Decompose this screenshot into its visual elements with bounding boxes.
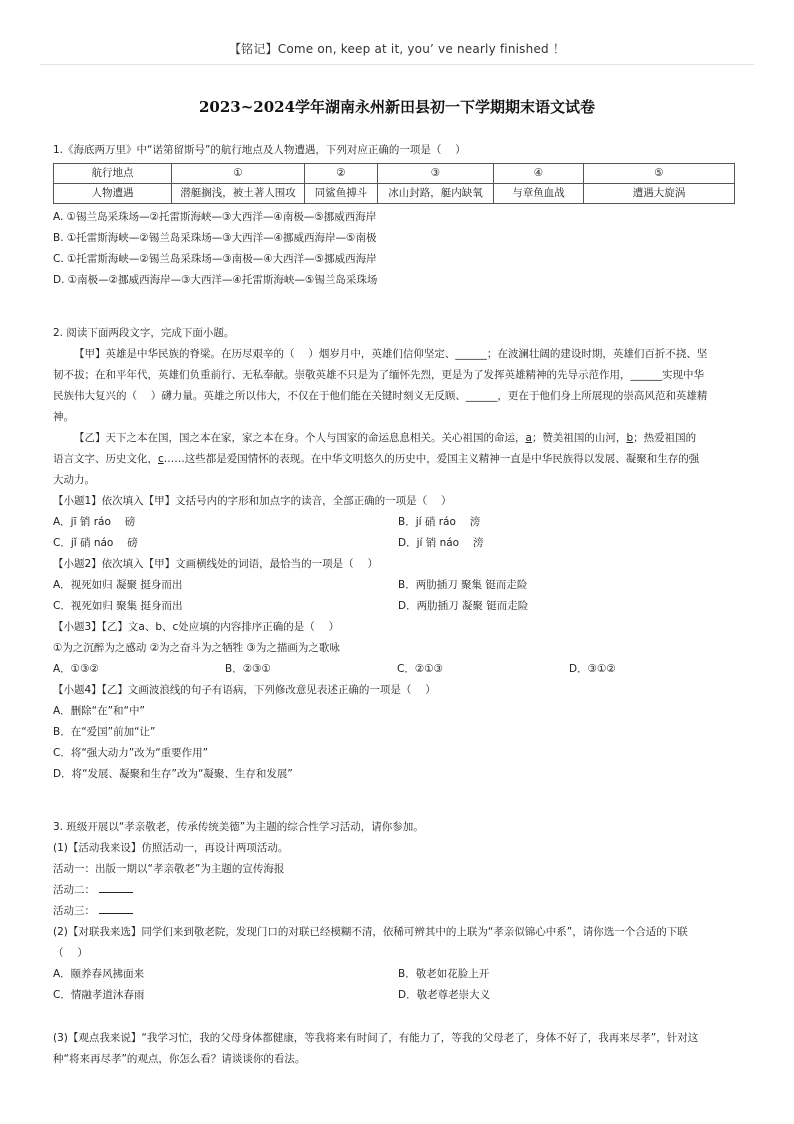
part-2-stem: (2)【对联我来选】同学们来到敬老院，发现门口的对联已经模糊不清，依稀可辨其中的上联为“孝亲似锦心中系”，请你选一个合适的下联 (53, 926, 688, 938)
option-a: A．颐养春风拂面来 (53, 968, 145, 980)
spacer (53, 785, 743, 807)
passage-jia-line: 韧不拔；在和平年代，英雄们负重前行、无私奉献。崇敬英雄不只是为了缅怀先烈，更是为了发挥英雄精神的先导示范作用，______实现中华 (53, 369, 704, 381)
option-d: D．③①② (569, 663, 616, 675)
table-cell: 潜艇搁浅，被土著人围攻 (172, 184, 305, 204)
subquestion-3-options (53, 659, 743, 680)
table-cell: 同鲨鱼搏斗 (305, 184, 378, 204)
table-cell: ④ (494, 164, 584, 184)
table-cell: 人物遭遇 (54, 184, 172, 204)
question-3 (53, 817, 743, 1070)
passage-yi-text: 【乙】天下之本在国，国之本在家，家之本在身。个人与国家的命运息息相关。关心祖国的命运， (74, 432, 526, 444)
subquestion-4-stem: 【小题4】【乙】文画波浪线的句子有语病，下列修改意见表述正确的一项是（ ） (53, 684, 436, 696)
answer-blank[interactable] (99, 901, 133, 914)
passage-yi-line (53, 428, 743, 449)
activity-3 (53, 901, 743, 922)
part-1-intro: (1)【活动我来设】仿照活动一，再设计两项活动。 (53, 842, 289, 854)
table-row (54, 164, 735, 184)
part-3-stem: (3)【观点我来说】“我学习忙，我的父母身体都健康，等我将来有时间了，有能力了，等我的父母老了，身体不好了，我再来尽孝”，针对这 (53, 1032, 699, 1044)
spacer (53, 807, 743, 817)
question-2-stem: 2. 阅读下面两段文字，完成下面小题。 (53, 327, 235, 339)
subquestion-3-materials: ①为之沉醉为之感动 ②为之奋斗为之牺牲 ③为之描画为之歌咏 (53, 642, 340, 654)
table-cell: 与章鱼血战 (494, 184, 584, 204)
table-cell: ⑤ (584, 164, 735, 184)
option-d: D．敬老尊老崇大义 (398, 989, 491, 1001)
activity-2 (53, 880, 743, 901)
question-1-stem: 1.《海底两万里》中“诺第留斯号”的航行地点及人物遭遇，下列对应正确的一项是（ ） (53, 144, 466, 156)
table-cell: ③ (378, 164, 494, 184)
activity-3-label: 活动三： (53, 905, 95, 917)
option-a: A. ①锡兰岛采珠场—②托雷斯海峡—③大西洋—④南极—⑤挪威西海岸 (53, 211, 377, 223)
passage-yi-line (53, 449, 743, 470)
part-3-stem-cont: 种“将来再尽孝”的观点，你怎么看？请谈谈你的看法。 (53, 1053, 306, 1065)
subquestion-1-options (53, 512, 743, 533)
option-b: B．在“爱国”前加“让” (53, 726, 156, 738)
passage-jia-line: 【甲】英雄是中华民族的脊梁。在历尽艰辛的（ ）烟岁月中，英雄们信仰坚定、______；在波澜壮阔的建设时期，英雄们百折不挠、坚 (74, 348, 708, 360)
option-b: B．敬老如花脸上开 (398, 968, 490, 980)
table-cell: ① (172, 164, 305, 184)
activity-1: 活动一：出版一期以“孝亲敬老”为主题的宣传海报 (53, 863, 285, 875)
question-1 (53, 140, 743, 291)
table-cell: 冰山封路，艇内缺氧 (378, 184, 494, 204)
option-d: D. ①南极—②挪威西海岸—③大西洋—④托雷斯海峡—⑤锡兰岛采珠场 (53, 274, 378, 286)
passage-yi-text: ……这些都是爱国情怀的表现。在中华文明悠久的历史中，爱国主义精神一直是中华民族得以发展、凝聚和生存的强 (163, 453, 700, 465)
passage-yi-text: ；赞美祖国的山河， (531, 432, 627, 444)
subquestion-1-options (53, 533, 743, 554)
passage-jia-line: 民族伟大复兴的（ ）礴力量。英雄之所以伟大，不仅在于他们能在关键时刻义无反顾、______，更在于他们身上所展现的崇高风范和英雄精 (53, 390, 708, 402)
header-divider (40, 64, 754, 65)
table-cell: 遭遇大旋涡 (584, 184, 735, 204)
subquestion-2-stem: 【小题2】依次填入【甲】文画横线处的词语，最恰当的一项是（ ） (53, 558, 379, 570)
option-c: C．情融孝道沐春雨 (53, 989, 145, 1001)
paper-title: 2023~2024学年湖南永州新田县初一下学期期末语文试卷 (198, 98, 596, 116)
passage-jia-line: 神。 (53, 411, 74, 423)
option-c: C. ①托雷斯海峡—②锡兰岛采珠场—③南极—④大西洋—⑤挪威西海岸 (53, 253, 377, 265)
option-c: C．②①③ (397, 663, 444, 675)
spacer (53, 313, 743, 323)
option-d: D．将“发展、凝聚和生存”改为“凝聚、生存和发展” (53, 768, 293, 780)
subquestion-3-stem: 【小题3】【乙】文a、b、c处应填的内容排序正确的是（ ） (53, 621, 340, 633)
motto-banner: 【铭记】Come on, keep at it, you’ ve nearly finished ！ (228, 42, 566, 56)
option-a: A．视死如归 凝聚 挺身而出 (53, 579, 183, 591)
voyage-table (53, 163, 735, 204)
option-a: A．①③② (53, 663, 99, 675)
question-3-stem: 3. 班级开展以“孝亲敬老，传承传统美德”为主题的综合性学习活动，请你参加。 (53, 821, 424, 833)
passage-yi-text: ；热爱祖国的 (633, 432, 697, 444)
passage-yi-text: 语言文字、历史文化， (53, 453, 158, 465)
answer-blank[interactable] (99, 880, 133, 893)
blank-a: a (525, 432, 532, 444)
option-b: B. ①托雷斯海峡—②锡兰岛采珠场—③大西洋—④挪威西海岸—⑤南极 (53, 232, 377, 244)
option-b: B．两肋插刀 聚集 铤而走险 (398, 579, 528, 591)
option-c: C．jǐ 硝 náo 磅 (53, 537, 138, 549)
blank-c: c (158, 453, 164, 465)
exam-content (53, 140, 743, 1070)
option-b: B．jí 硝 ráo 滂 (398, 516, 481, 528)
option-a: A．删除“在”和“中” (53, 705, 145, 717)
option-c: C．将“强大动力”改为“重要作用” (53, 747, 209, 759)
subquestion-2-options (53, 575, 743, 596)
activity-2-label: 活动二： (53, 884, 95, 896)
table-cell: 航行地点 (54, 164, 172, 184)
part-2-options (53, 964, 743, 985)
question-2 (53, 323, 743, 785)
passage-yi-line: 大动力。 (53, 474, 95, 486)
table-row (54, 184, 735, 204)
part-2-options (53, 985, 743, 1006)
option-d: D．两肋插刀 凝聚 铤而走险 (398, 600, 529, 612)
table-cell: ② (305, 164, 378, 184)
part-2-stem-cont: （ ） (53, 947, 88, 959)
subquestion-1-stem: 【小题1】依次填入【甲】文括号内的字形和加点字的读音，全部正确的一项是（ ） (53, 495, 452, 507)
option-d: D．jí 销 náo 滂 (398, 537, 484, 549)
option-a: A．jī 销 ráo 磅 (53, 516, 136, 528)
blank-b: b (626, 432, 634, 444)
spacer (53, 1006, 743, 1028)
option-c: C．视死如归 聚集 挺身而出 (53, 600, 183, 612)
option-b: B．②③① (225, 663, 271, 675)
subquestion-2-options (53, 596, 743, 617)
spacer (53, 291, 743, 313)
